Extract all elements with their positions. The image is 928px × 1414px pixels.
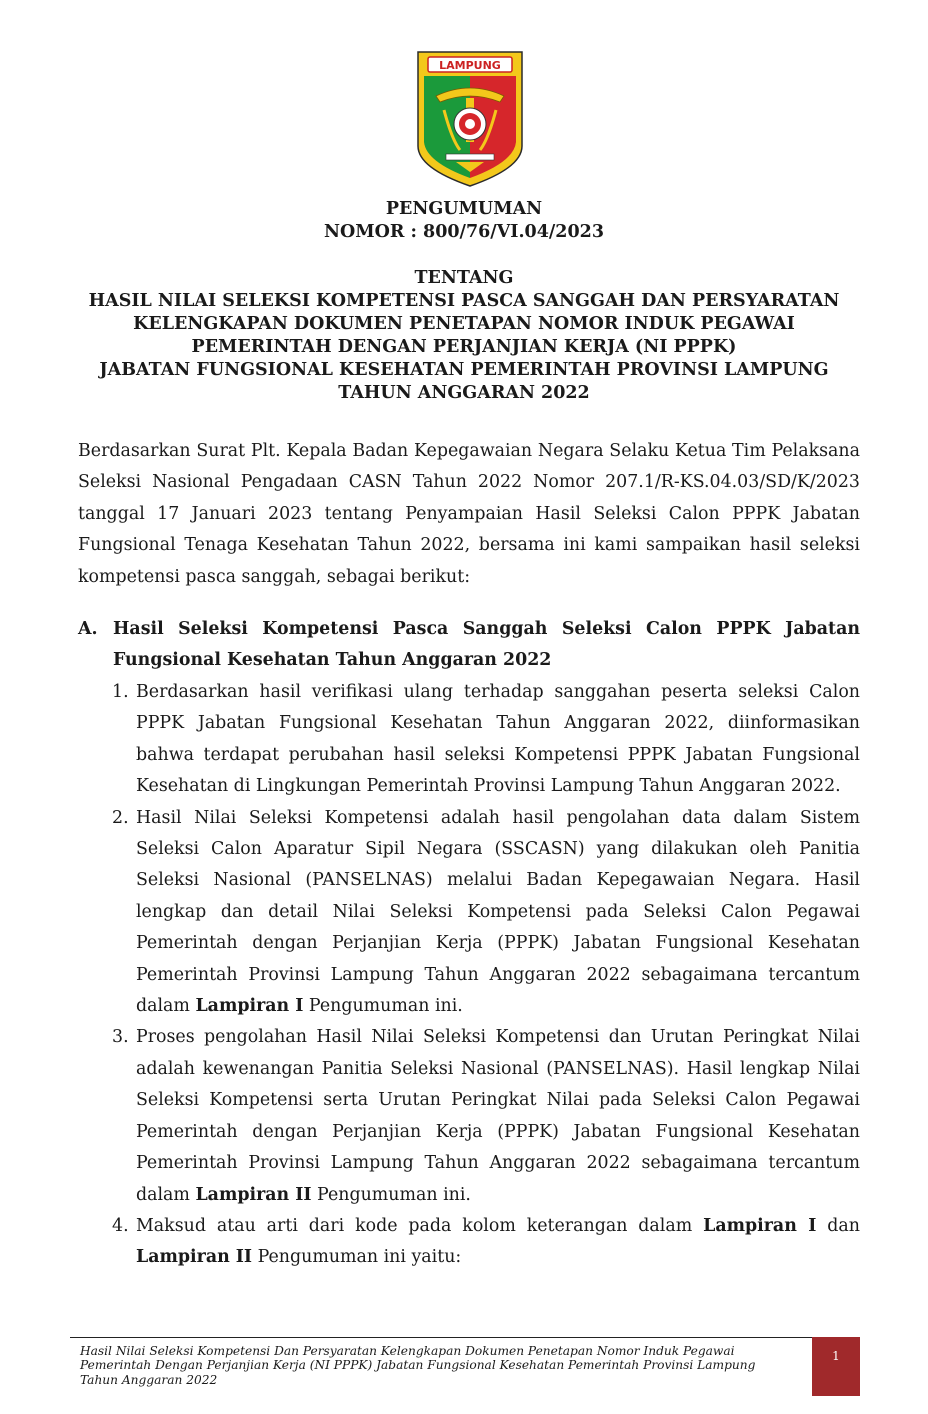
list-item-text: Maksud atau arti dari kode pada kolom keterangan dalam — [136, 1215, 704, 1236]
list-item-number: 3. — [112, 1027, 129, 1048]
list-item-number: 4. — [112, 1215, 129, 1236]
list-item-text: Pengumuman ini yaitu: — [252, 1247, 462, 1268]
page-number: 1 — [832, 1349, 840, 1363]
subject-label: TENTANG — [414, 268, 514, 288]
attachment-ref: Lampiran I — [195, 996, 304, 1017]
subject-line-3: PEMERINTAH DENGAN PERJANJIAN KERJA (NI PPPK) — [191, 337, 737, 357]
page-footer — [80, 1344, 800, 1387]
subject-line-1: HASIL NILAI SELEKSI KOMPETENSI PASCA SANGGAH DAN PERSYARATAN — [88, 291, 840, 311]
footer-line-2: Pemerintah Dengan Perjanjian Kerja (NI PPPK) Jabatan Fungsional Kesehatan Pemerintah Provinsi Lampung — [80, 1358, 756, 1373]
list-item-text: Berdasarkan hasil verifikasi ulang terhadap sanggahan peserta seleksi Calon PPPK Jabatan Fungsional Kesehatan Tahun Anggaran 2022, diinformasikan bahwa terdapat perubahan hasil seleksi Kompetensi PPPK Jabatan Fungsional Kesehatan di Lingkungan Pemerintah Provinsi Lampung Tahun Anggaran 2022. — [136, 682, 860, 797]
list-item — [78, 1211, 860, 1274]
lampung-coat-of-arms-logo — [416, 50, 524, 188]
attachment-ref: Lampiran I — [703, 1215, 817, 1236]
subject-line-2: KELENGKAPAN DOKUMEN PENETAPAN NOMOR INDUK PEGAWAI — [133, 314, 795, 334]
section-letter: A. — [78, 619, 98, 639]
announcement-label: PENGUMUMAN — [385, 199, 543, 219]
attachment-ref: Lampiran II — [195, 1184, 312, 1205]
list-item-number: 1. — [112, 682, 129, 702]
list-item — [78, 803, 860, 1023]
list-item-text: Pengumuman ini. — [303, 996, 463, 1017]
footer-line-3: Tahun Anggaran 2022 — [80, 1372, 218, 1387]
shield-emblem-icon — [416, 50, 524, 188]
announcement-subject — [0, 267, 928, 405]
list-item — [78, 1022, 860, 1210]
section-a-heading — [78, 614, 860, 677]
announcement-header — [0, 198, 928, 244]
list-item-text: Proses pengolahan Hasil Nilai Seleksi Kompetensi dan Urutan Peringkat Nilai adalah kewenangan Panitia Seleksi Nasional (PANSELNAS). Hasil lengkap Nilai Seleksi Kompetensi serta Urutan Peringkat Nilai pada Seleksi Calon Pegawai Pemerintah dengan Perjanjian Kerja (PPPK) Jabatan Fungsional Kesehatan Pemerintah Provinsi Lampung Tahun Anggaran 2022 sebagaimana tercantum dalam — [136, 1027, 860, 1205]
list-item-text: Pengumuman ini. — [311, 1184, 471, 1205]
announcement-number: NOMOR : 800/76/VI.04/2023 — [323, 222, 605, 242]
footer-divider — [70, 1337, 860, 1338]
section-a-list — [78, 677, 860, 1274]
attachment-ref: Lampiran II — [136, 1247, 253, 1268]
list-item-text: dan — [816, 1215, 860, 1236]
logo-label: LAMPUNG — [439, 59, 501, 72]
list-item — [78, 677, 860, 803]
page-number-box — [812, 1337, 860, 1396]
subject-line-5: TAHUN ANGGARAN 2022 — [338, 383, 590, 403]
intro-paragraph: Berdasarkan Surat Plt. Kepala Badan Kepegawaian Negara Selaku Ketua Tim Pelaksana Seleksi Nasional Pengadaan CASN Tahun 2022 Nomor 207.1/R-KS.04.03/SD/K/2023 tanggal 17 Januari 2023 tentang Penyampaian Hasil Seleksi Calon PPPK Jabatan Fungsional Tenaga Kesehatan Tahun 2022, bersama ini kami sampaikan hasil seleksi kompetensi pasca sanggah, sebagai berikut: — [78, 441, 860, 587]
subject-line-4: JABATAN FUNGSIONAL KESEHATAN PEMERINTAH PROVINSI LAMPUNG — [99, 360, 829, 380]
list-item-number: 2. — [112, 807, 129, 828]
list-item-text: Hasil Nilai Seleksi Kompetensi adalah hasil pengolahan data dalam Sistem Seleksi Calon Aparatur Sipil Negara (SSCASN) yang dilakukan oleh Panitia Seleksi Nasional (PANSELNAS) melalui Badan Kepegawaian Negara. Hasil lengkap dan detail Nilai Seleksi Kompetensi pada Seleksi Calon Pegawai Pemerintah dengan Perjanjian Kerja (PPPK) Jabatan Fungsional Kesehatan Pemerintah Provinsi Lampung Tahun Anggaran 2022 sebagaimana tercantum dalam — [136, 807, 860, 1017]
footer-line-1: Hasil Nilai Seleksi Kompetensi Dan Persyaratan Kelengkapan Dokumen Penetapan Nomor Induk Pegawai — [80, 1344, 735, 1358]
section-title: Hasil Seleksi Kompetensi Pasca Sanggah Seleksi Calon PPPK Jabatan Fungsional Kesehatan Tahun Anggaran 2022 — [113, 619, 860, 671]
